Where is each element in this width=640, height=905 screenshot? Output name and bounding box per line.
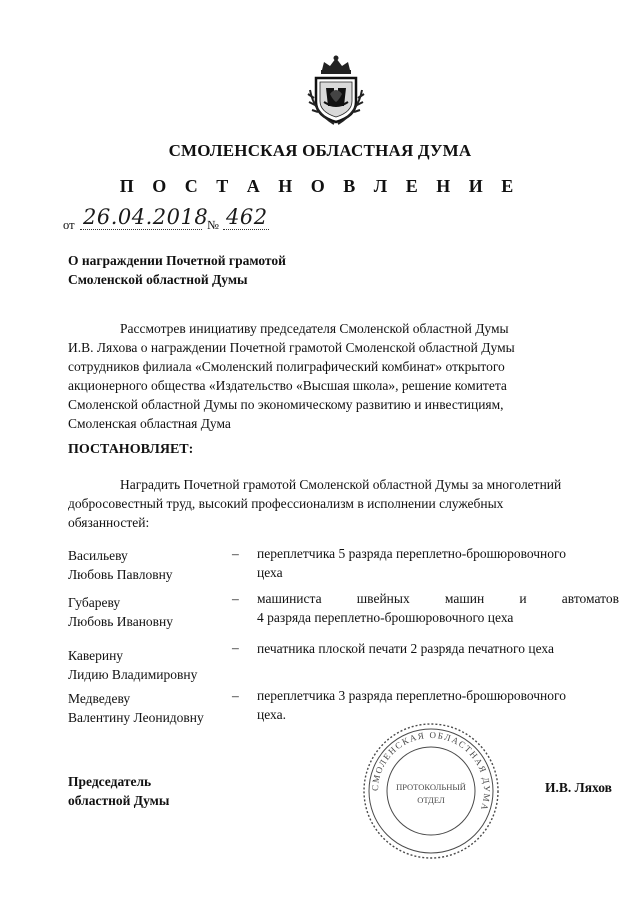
awardee-position [257, 639, 619, 658]
awardee-dash: – [232, 640, 239, 655]
position-line: цеха. [257, 707, 286, 722]
position-line: машиниста швейных машин и автоматов [257, 591, 619, 606]
awardee-given-names: Валентину Леонидовну [68, 710, 204, 725]
preamble-paragraph [68, 319, 618, 433]
preamble-line: акционерного общества «Издательство «Высшая школа», решение комитета [68, 378, 507, 393]
organization-title: СМОЛЕНСКАЯ ОБЛАСТНАЯ ДУМА [168, 141, 472, 160]
document-subject [68, 251, 286, 289]
position-line: печатника плоской печати 2 разряда печатного цеха [257, 641, 554, 656]
document-type-heading: П О С Т А Н О В Л Е Н И Е [119, 176, 521, 196]
awardee-position [257, 544, 619, 582]
signatory-title-line: областной Думы [68, 793, 170, 808]
awardee-name [68, 689, 238, 727]
stamp-ring-text: СМОЛЕНСКАЯ ОБЛАСТНАЯ ДУМА [369, 729, 493, 813]
position-line: переплетчика 3 разряда переплетно-брошюровочного [257, 688, 566, 703]
preamble-line: Рассмотрев инициативу председателя Смоленской областной Думы [120, 321, 509, 336]
preamble-line: сотрудников филиала «Смоленский полиграфический комбинат» открытого [68, 359, 505, 374]
awardee-dash: – [232, 591, 239, 606]
awardee-given-names: Любовь Павловну [68, 567, 173, 582]
awardee-name [68, 646, 238, 684]
date-prefix: от [63, 218, 75, 232]
awardee-surname: Каверину [68, 648, 124, 663]
signatory-name: И.В. Ляхов [545, 780, 612, 795]
signatory-title-line: Председатель [68, 774, 152, 789]
number-underline [223, 229, 269, 231]
preamble-line: И.В. Ляхова о награждении Почетной грамотой Смоленской областной Думы [68, 340, 515, 355]
awardee-surname: Губареву [68, 595, 121, 610]
award-paragraph [68, 475, 618, 532]
awardee-surname: Медведеву [68, 691, 131, 706]
preamble-line: Смоленской областной Думы по экономическому развитию и инвестициям, [68, 397, 504, 412]
award-line: добросовестный труд, высокий профессионализм в исполнении служебных [68, 496, 504, 511]
resolves-heading: ПОСТАНОВЛЯЕТ: [68, 442, 194, 457]
coat-of-arms-icon [304, 50, 368, 126]
subject-line: Смоленской областной Думы [68, 272, 248, 287]
awardee-position [257, 686, 619, 724]
position-line: цеха [257, 565, 283, 580]
awardee-given-names: Любовь Ивановну [68, 614, 174, 629]
awardee-given-names: Лидию Владимировну [68, 667, 198, 682]
awardee-name [68, 593, 238, 631]
preamble-line: Смоленская областная Дума [68, 416, 231, 431]
signatory-title [68, 772, 169, 810]
awardee-dash: – [232, 688, 239, 703]
number-prefix: № [207, 218, 219, 232]
awardee-position [257, 589, 619, 627]
date-number-line [63, 205, 363, 232]
award-line: обязанностей: [68, 515, 150, 530]
official-stamp [361, 721, 501, 861]
awardee-surname: Васильеву [68, 548, 128, 563]
stamp-center-line: ОТДЕЛ [417, 795, 445, 805]
date-underline [80, 229, 202, 231]
position-line: 4 разряда переплетно-брошюровочного цеха [257, 610, 514, 625]
awardee-name [68, 546, 238, 584]
subject-line: О награждении Почетной грамотой [68, 253, 286, 268]
handwritten-number: 462 [226, 205, 268, 229]
position-line: переплетчика 5 разряда переплетно-брошюровочного [257, 546, 566, 561]
awardee-dash: – [232, 546, 239, 561]
stamp-center-line: ПРОТОКОЛЬНЫЙ [396, 782, 466, 792]
handwritten-date: 26.04.2018 [83, 205, 209, 229]
award-line: Наградить Почетной грамотой Смоленской областной Думы за многолетний [120, 477, 562, 492]
